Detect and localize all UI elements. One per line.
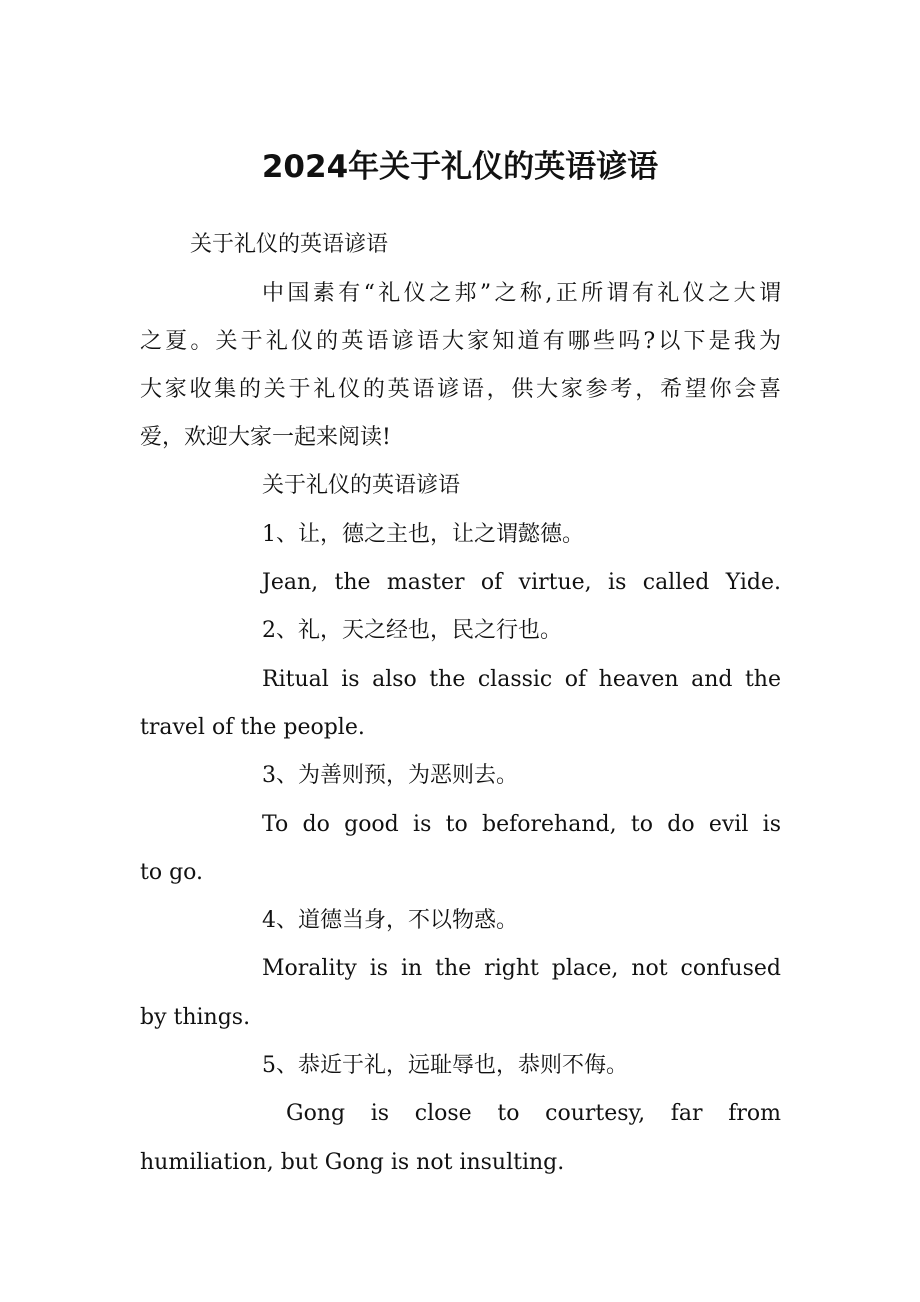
proverb-3-english-line-2: to go. [140,860,204,885]
proverb-4-english-line-2: by things. [140,1005,251,1030]
proverb-4-chinese: 4、道德当身，不以物惑。 [262,908,518,933]
proverb-1-english: Jean, the master of virtue, is called Yide. [262,570,781,595]
intro-line-2: 之夏。关于礼仪的英语谚语大家知道有哪些吗?以下是我为 [140,329,781,354]
proverb-2-english-line-2: travel of the people. [140,715,365,740]
subheading: 关于礼仪的英语谚语 [262,473,461,498]
proverb-2-chinese: 2、礼，天之经也，民之行也。 [262,618,562,643]
proverb-3-chinese: 3、为善则预，为恶则去。 [262,763,518,788]
proverb-2-english-line-1: Ritual is also the classic of heaven and the [262,667,781,692]
proverb-5-chinese: 5、恭近于礼，远耻辱也，恭则不侮。 [262,1053,628,1078]
intro-line-4: 爱，欢迎大家一起来阅读! [140,425,391,450]
proverb-5-english-line-2: humiliation, but Gong is not insulting. [140,1150,565,1175]
intro-line-1: 中国素有“礼仪之邦”之称,正所谓有礼仪之大谓 [262,281,781,306]
proverb-5-english-line-1: Gong is close to courtesy, far from [286,1101,781,1126]
document-title: 2024年关于礼仪的英语谚语 [261,149,659,185]
proverb-3-english-line-1: To do good is to beforehand, to do evil is [262,812,781,837]
proverb-4-english-line-1: Morality is in the right place, not confused [262,956,781,981]
proverb-1-chinese: 1、让，德之主也，让之谓懿德。 [262,522,584,547]
section-heading: 关于礼仪的英语谚语 [190,232,389,257]
intro-line-3: 大家收集的关于礼仪的英语谚语，供大家参考，希望你会喜 [140,377,781,402]
